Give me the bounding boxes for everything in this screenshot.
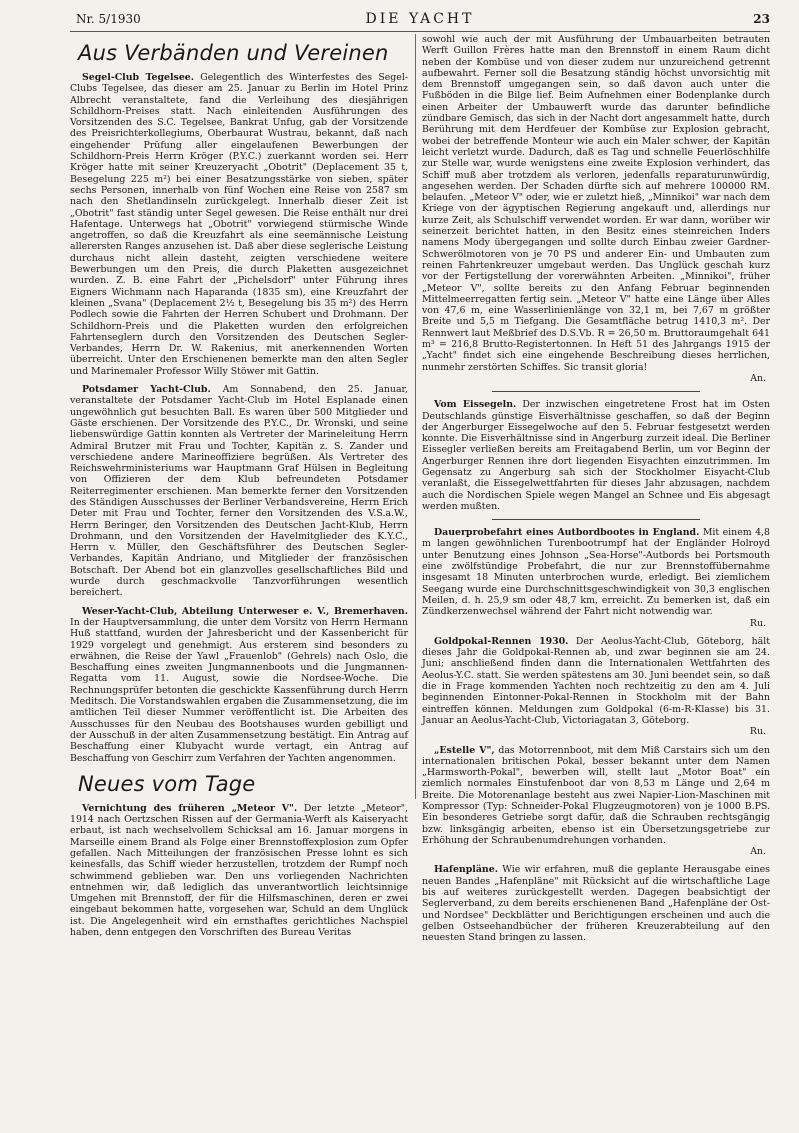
article-heading: Dauerprobefahrt eines Autbordbootes in England. <box>434 527 700 539</box>
article-signature: Ru. <box>749 726 766 738</box>
article-body: Gelegentlich des Winterfestes des Segel-Clubs Tegelsee, das dieser am 25. Januar zu Berlin im Hotel Prinz Albrecht veranstaltete, fand die Verleihung des diesjährigen Schildhorn-Preises statt. Nach einleitenden Ausführungen des Vorsitzenden des S.C. Tegelsee, Bankrat Unfug, gab der Vorsitzende des Preisrichterkollegiums, Oberbaurat Wustrau, bekannt, daß nach eingehender Prüfung aller eingelaufenen Bewerbungen der Schildhorn-Preis Herrn Kröger (P.Y.C.) zuerkannt worden sei. Herr Kröger hatte mit seiner Kreuzeryacht „Obotrit" (Deplacement 35 t, Besegelung 225 m²) bei einer Besatzungsstärke von sieben, später sechs Personen, innerhalb von fünf Wochen eine Reise von 2587 sm nach den Shetlandinseln zurückgelegt. Innerhalb dieser Zeit ist „Obotrit" fast ständig unter Segel gewesen. Die Reise enthält nur drei Hafentage. Unterwegs hat „Obotrit" vorwiegend stürmische Winde angetroffen, so daß die Kreuzfahrt als eine seemännische Leistung allerersten Ranges anzusehen ist. Daß aber diese seglerische Leistung durchaus nicht allein dasteht, zeigten verschiedene weitere Bewerbungen um den Preis, die durch Plaketten ausgezeichnet wurden. Z. B. eine Fahrt der „Pichelsdorf" unter Führung ihres Eigners Wichmann nach Haparanda (1835 sm), eine Kreuzfahrt der kleinen „Svana" (Deplacement 2½ t, Besegelung bis 35 m²) des Herrn Podlech sowie die Fahrten der Herren Schubert und Drohmann. Der Schildhorn-Preis und die Plaketten wurden den erfolgreichen Fahrtenseglern durch den Vorsitzenden des Deutschen Segler-Verbandes, Herrn Dr. W. Rakenius, mit anerkennenden Worten überreicht. Unter den Erschienenen bemerkte man den alten Segler und Marinemaler Professor Willy Stöwer mit Gattin. <box>70 72 409 377</box>
article-signature: An. <box>750 372 766 384</box>
magazine-title: DIE YACHT <box>365 11 475 27</box>
article-heading: Hafenpläne. <box>434 864 498 876</box>
issue-number: Nr. 5/1930 <box>76 12 141 26</box>
article-body: Wie wir erfahren, muß die geplante Herausgabe eines neuen Bandes „Hafenpläne" mit Rücksicht auf die wirtschaftliche Lage bis auf weiteres zurückgestellt werden. Dagegen beabsichtigt der Seglerverband, zu dem bereits erschienenen Band „Hafenpläne der Ost- und Nordsee" Deckblätter und Berichtigungen erscheinen und auch die gelben Ostseehandbücher der früheren Kreuzerabteilung auf den neuesten Stand bringen zu lassen. <box>422 864 770 944</box>
page-number: 23 <box>753 12 770 26</box>
article-segel-club-tegelsee <box>70 72 408 377</box>
section-title-neues: Neues vom Tage <box>78 771 256 796</box>
article-heading: Vom Eissegeln. <box>434 399 517 411</box>
article-body: Mit einem 4,8 m langen gewöhnlichen Turenbootrumpf hat der Engländer Holroyd unter Benutzung eines Johnson „Sea-Horse"-Autbords bei Portsmouth eine zwölfstündige Probefahrt, die nur zur Brennstoffübernahme insgesamt 18 Minuten unterbrochen wurde, erledigt. Bei ziemlichem Seegang wurde eine Durchschnittsgeschwindigkeit von 30,3 englischen Meilen, d. h. 25,9 sm oder 48,7 km, erreicht. Zu bemerken ist, daß ein Zündkerzenwechsel während der Fahrt nicht notwendig war. <box>422 527 770 618</box>
article-heading: Weser-Yacht-Club, Abteilung Unterweser e. V., Bremerhaven. <box>82 605 408 617</box>
column-divider <box>415 34 416 799</box>
article-body: Am Sonnabend, den 25. Januar, veranstaltete der Potsdamer Yacht-Club im Hotel Esplanade einen ungewöhnlich gut besuchten Ball. Es waren über 500 Mitglieder und Gäste erschienen. Der Vorsitzende des P.Y.C., Dr. Wronski, und seine liebenswürdige Gattin konnten als Vertreter der Marineleitung Herrn Admiral Brutzer mit Frau und Tochter, Kapitän z. S. Zander und verschiedene andere Marineoffiziere begrüßen. Als Vertreter des Reichswehrministeriums war Hauptmann Graf Hülsen in Begleitung von Offizieren der dem Klub befreundeten Potsdamer Reiterregimenter erschienen. Man bemerkte ferner den Vorsitzenden des Ständigen Ausschusses der Berliner Verbandsvereine, Herrn Erich Deter mit Frau und Tochter, ferner den Vorsitzenden des V.S.a.W., Herrn Beringer, den Vorsitzenden des Deutschen Jacht-Klub, Herrn Drohmann, und den Vorsitzenden der Havelmitglieder des K.Y.C., Herrn v. Müller, den Geschäftsführer des Deutschen Segler-Verbandes, Kapitän Andriano, und Mitglieder der französischen Botschaft. Der Abend bot ein glanzvolles gesellschaftliches Bild und wurde durch geschmackvolle Tanzvorführungen wesentlich bereichert. <box>70 384 408 599</box>
article-body: das Motorrennboot, mit dem Miß Carstairs sich um den internationalen britischen Pokal, besser bekannt unter dem Namen „Harmsworth-Pokal", bewerben will, stellt laut „Motor Boat" ein ziemlich normales Einstufenboot dar von 8,53 m Länge und 2,64 m Breite. Die Motorenanlage besteht aus zwei Napier-Lion-Maschinen mit Kompressor (Typ: Schneider-Pokal Flugzeugmotoren) von je 1000 B.PS. Ein besonderes Getriebe sorgt dafür, daß die Schrauben rechtsgängig bzw. linksgängig arbeiten, ebenso ist ein Übersetzungsgetriebe zur Erhöhung der Schraubenumdrehungen vorhanden. <box>422 744 770 846</box>
article-heading: Segel-Club Tegelsee. <box>82 72 195 83</box>
left-column <box>70 34 408 945</box>
article-dauerprobefahrt <box>422 527 770 629</box>
header-rule <box>70 31 770 32</box>
right-column <box>422 34 770 951</box>
article-body: Der inzwischen eingetretene Frost hat im Osten Deutschlands günstige Eisverhältnisse geschaffen, so daß der Beginn der Angerburger Eissegelwoche auf den 5. Februar festgesetzt werden konnte. Die Eisverhältnisse sind in Angerburg zurzeit ideal. Die Berliner Eissegler verließen bereits am Freitagabend Berlin, um vor Beginn der Angerburger Rennen ihre dort liegenden Eisyachten einzutrimmen. Im Gegensatz zu Angerburg sah sich der Stockholmer Eisyacht-Club veranlaßt, die Eissegelwettfahrten für dieses Jahr abzusagen, nachdem auch die Nordischen Spiele wegen Mangel an Schnee und Eis abgesagt werden mußten. <box>422 399 770 512</box>
article-separator <box>492 519 701 520</box>
article-estelle-v <box>422 745 770 858</box>
article-body: In der Hauptversammlung, die unter dem Vorsitz von Herrn Hermann Huß stattfand, wurden der Jahresbericht und der Kassenbericht für 1929 vorgelegt und genehmigt. Aus ersterem sind besonders zu erwähnen, die Reise der Yawl „Frauenlob" (Gehrels) nach Oslo, die Beschaffung eines zweiten Jungmannenboots und die Jungmannen-Regatta vom 11. August, sowie die Nordsee-Woche. Die Rechnungsprüfer betonten die geschickte Kassenführung durch Herrn Meditsch. Die Vorstandswahlen ergaben die Zusammensetzung, die im amtlichen Teil dieser Nummer veröffentlicht ist. Die Arbeiten des Ausschusses für den Neubau des Bootshauses wurden gebilligt und der Ausschuß in der alten Zusammensetzung bestätigt. Ein Antrag auf Beschaffung einer Klubyacht wurde vertagt, ein Antrag auf Beschaffung von Geschirr zum Verfahren der Yachten angenommen. <box>70 616 408 764</box>
article-body: Der letzte „Meteor", 1914 nach Oertzschen Rissen auf der Germania-Werft als Kaiseryacht erbaut, ist nach wechselvollem Schicksal am 16. Januar morgens in Marseille einem Brand als Folge einer Brennstoffexplosion zum Opfer gefallen. Nach Mitteilungen der französischen Presse lohnt es sich keinesfalls, das Schiff wieder herzustellen, trotzdem der Rumpf noch schwimmend geblieben war. Den uns vorliegenden Nachrichten entnehmen wir, daß lediglich das unverantwortlich leichtsinnige Umgehen mit Brennstoff, der für die Hilfsmaschinen, deren er zwei eingebaut bekommen hatte, vorgesehen war, Schuld an dem Unglück ist. Die Angelegenheit wird ein ernsthaftes gerichtliches Nachspiel haben, denn entgegen den Vorschriften des Bureau Veritas <box>70 802 409 939</box>
article-body: sowohl wie auch der mit Ausführung der Umbauarbeiten betrauten Werft Guillon Frères hatte man den Brennstoff in einem Raum dicht neben der Kombüse und von dieser zudem nur unzureichend getrennt aufbewahrt. Ferner soll die Besatzung ständig höchst unvorsichtig mit dem Brennstoff umgegangen sein, so daß davon auch unter die Fußböden in die Bilge lief. Beim Aufnehmen einer Bodenplanke durch einen Arbeiter der Umbauwerft wurde das darunter befindliche zündbare Gemisch, das sich in der Nacht dort angesammelt hatte, durch Berührung mit dem Herdfeuer der Kombüse zur Explosion gebracht, wobei der betreffende Monteur wie auch ein Maler schwer, der Kapitän leicht verletzt wurde. Dadurch, daß es Tag und schnelle Feuerlöschhilfe zur Stelle war, wurde wenigstens eine zweite Explosion verhindert, das Schiff muß aber trotzdem als verloren, jedenfalls reparaturunwürdig, angesehen werden. Der Schaden dürfte sich auf mehrere 100000 RM. belaufen. „Meteor V" oder, wie er zuletzt hieß, „Minnikoi" war nach dem Kriege von der ägyptischen Regierung angekauft und, allerdings nur kurze Zeit, als Schulschiff verwendet worden. Er war dann, worüber wir seinerzeit berichtet hatten, in den Besitz eines steinreichen Inders namens Mody übergegangen und sollte durch Einbau zweier Gardner-Schwerölmotoren von je 70 PS und anderer Ein- und Umbauten zum reinen Fahrtenkreuzer umgebaut werden. Das Unglück geschah kurz vor der Fertigstellung der vorerwähnten Arbeiten. „Minnikoi", früher „Meteor V", sollte bereits zu den Anfang Februar beginnenden Mittelmeerregatten fertig sein. „Meteor V" hatte eine Länge über Alles von 47,6 m, eine Wasserlinienlänge von 32,1 m, bei 7,67 m größter Breite und 5,5 m Tiefgang. Die Gesamtfläche betrug 1410,3 m². Der Rennwert laut Meßbrief des D.S.Vb. R = 26,50 m. Bruttoraumgehalt 641 m³ = 216,8 Brutto-Registertonnen. In Heft 51 des Jahrgangs 1915 der „Yacht" findet sich eine eingehende Beschreibung dieses herrlichen, nunmehr zerstörten Schiffes. Sic transit gloria! <box>422 34 770 373</box>
article-signature: Ru. <box>749 617 766 629</box>
article-heading: Goldpokal-Rennen 1930. <box>434 635 569 647</box>
article-potsdamer-yacht-club <box>70 384 408 599</box>
article-heading: Vernichtung des früheren „Meteor V". <box>82 802 298 814</box>
magazine-page <box>70 0 770 1133</box>
article-goldpokal-rennen <box>422 636 770 738</box>
article-signature: An. <box>750 846 766 858</box>
article-heading: „Estelle V", <box>434 744 495 756</box>
article-separator <box>492 391 701 392</box>
article-body: Der Aeolus-Yacht-Club, Göteborg, hält dieses Jahr die Goldpokal-Rennen ab, und zwar beginnen sie am 24. Juni; anschließend finden dann die Internationalen Wettfahrten des Aeolus-Y.C. statt. Sie werden spätestens am 30. Juni beendet sein, so daß die in Frage kommenden Yachten noch rechtzeitig zu den am 4. Juli beginnenden Eintonner-Pokal-Rennen in Stockholm mit der Bahn eintreffen können. Meldungen zum Goldpokal (6-m-R-Klasse) bis 31. Januar an Aeolus-Yacht-Club, Victoriagatan 3, Göteborg. <box>422 635 770 726</box>
article-hafenplaene <box>422 864 770 943</box>
article-meteor-v-continued <box>422 34 770 384</box>
article-heading: Potsdamer Yacht-Club. <box>82 384 211 396</box>
article-meteor-v <box>70 803 408 939</box>
article-weser-yacht-club <box>70 606 408 764</box>
page-header <box>70 10 770 32</box>
section-title-verbaende: Aus Verbänden und Vereinen <box>78 41 389 65</box>
article-vom-eissegeln <box>422 399 770 512</box>
